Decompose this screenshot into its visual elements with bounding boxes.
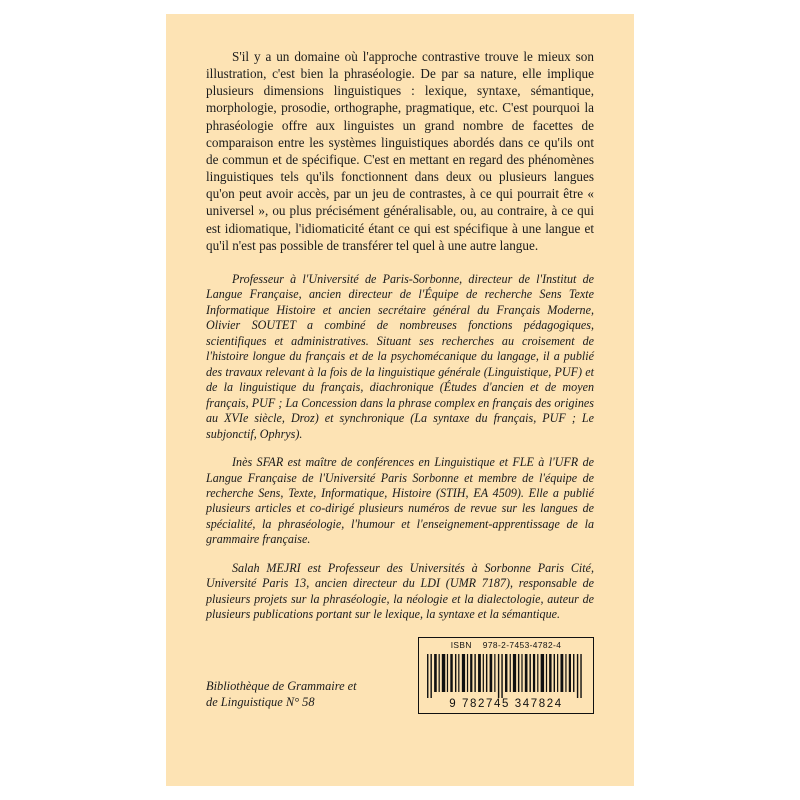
series-line-1: Bibliothèque de Grammaire et <box>206 678 357 693</box>
book-back-cover <box>166 14 634 786</box>
author-bio-sfar: Inès SFAR est maître de conférences en Linguistique et FLE à l'UFR de Langue Française de l'Université Paris Sorbonne et membre de l'équipe de recherche Sens, Texte, Informatique, Histoire (STIH, EA 4509). Elle a publié plusieurs articles et co-dirigé plusieurs numéros de revue sur les langues de spécialité, la phraséologie, l'humour et l'enseignement-apprentissage de la grammaire française. <box>206 455 594 547</box>
author-bio-soutet: Professeur à l'Université de Paris-Sorbonne, directeur de l'Institut de Langue Française, ancien directeur de l'Équipe de recherche Sens Texte Informatique Histoire et ancien secrétaire général du Français Moderne, Olivier SOUTET a combiné de nombreuses fonctions pédagogiques, scientifiques et administratives. Situant ses recherches au croisement de l'histoire longue du français et de la psychomécanique du langage, il a publié des travaux relevant à la fois de la linguistique générale (Linguistique, PUF) et de la linguistique du français, diachronique (Études d'ancien et de moyen français, PUF ; La Concession dans la phrase complex en français des origines au XVIe siècle, Droz) et synchronique (La syntaxe du français, PUF ; Le subjonctif, Ophrys). <box>206 271 594 441</box>
author-bio-mejri: Salah MEJRI est Professeur des Universités à Sorbonne Paris Cité, Université Paris 13, ancien directeur du LDI (UMR 7187), responsable de plusieurs projets sur la phraséologie, la néologie et la dialectologie, auteur de plusieurs publications portant sur le lexique, la syntaxe et la sémantique. <box>206 560 594 622</box>
ean-digits: 9 782745 347824 <box>449 698 563 710</box>
series-line-2: de Linguistique N° 58 <box>206 694 315 709</box>
isbn-value: 978-2-7453-4782-4 <box>482 640 562 650</box>
isbn-label: ISBN <box>450 640 472 650</box>
barcode-bars-icon <box>425 654 587 698</box>
isbn-text <box>418 637 594 651</box>
blurb-paragraph: S'il y a un domaine où l'approche contrastive trouve le mieux son illustration, c'est bien la phraséologie. De par sa nature, elle implique plusieurs dimensions linguistiques : lexique, syntaxe, sémantique, morphologie, prosodie, orthographe, pragmatique, etc. C'est pourquoi la phraséologie offre aux linguistes un grand nombre de facettes de comparaison entre les systèmes linguistiques abordés dans ce qu'ils ont de commun et de spécifique. C'est en mettant en regard des phénomènes linguistiques tels qu'ils fonctionnent dans deux ou plusieurs langues qu'on peut avoir accès, par un jeu de contrastes, à ce qui pourrait être « universel », ou plus précisément généralisable, ou, au contraire, à ce qui est idiomatique, l'idiomaticité étant ce qui est spécifique à une langue et qu'il n'est pas possible de transférer tel quel à une autre langue. <box>206 49 594 253</box>
cover-footer <box>206 637 594 714</box>
series-label <box>206 678 357 714</box>
barcode-block <box>418 637 594 714</box>
ean-barcode <box>418 651 594 714</box>
